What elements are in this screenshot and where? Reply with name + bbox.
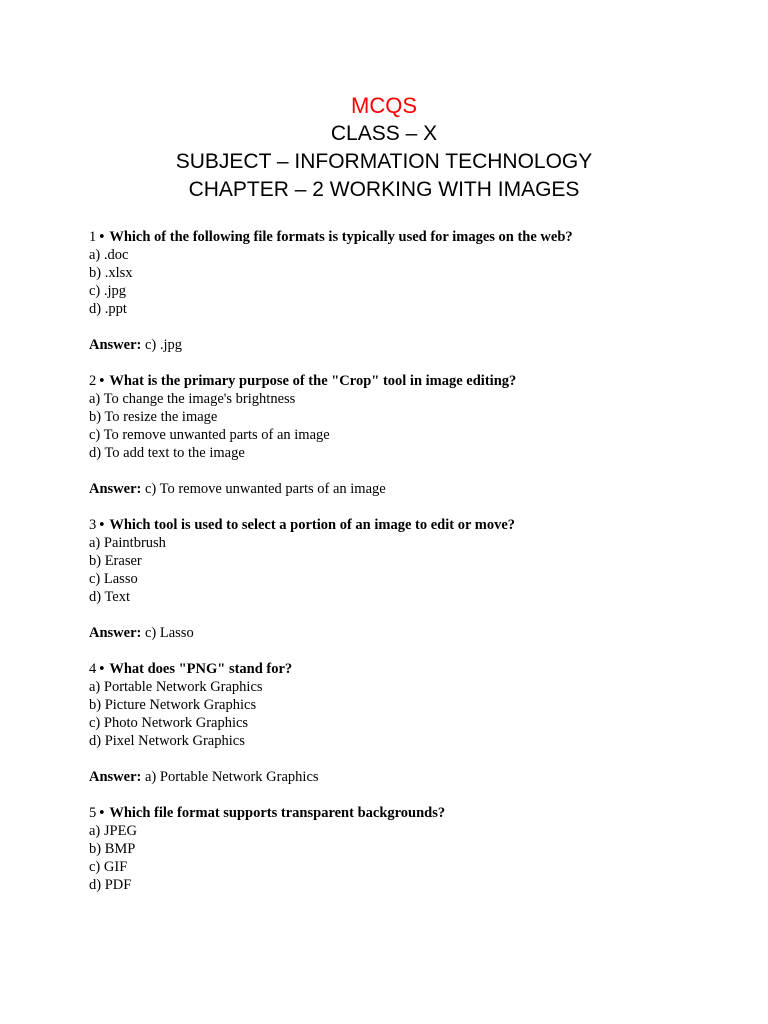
question-text: Which tool is used to select a portion of an image to edit or move?: [109, 517, 516, 533]
document-header: [0, 92, 768, 204]
question-block: [89, 516, 729, 642]
question-block: [89, 804, 729, 894]
question-number: 3: [89, 517, 97, 533]
option: b) To resize the image: [89, 409, 218, 425]
chapter-line: CHAPTER – 2 WORKING WITH IMAGES: [188, 178, 580, 201]
question-number: 5: [89, 805, 97, 821]
question-text-line: [89, 516, 729, 534]
option: c) To remove unwanted parts of an image: [89, 427, 330, 443]
bullet-icon: •: [99, 517, 105, 533]
answer-line: [89, 768, 729, 786]
bullet-icon: •: [99, 373, 105, 389]
subject-line: SUBJECT – INFORMATION TECHNOLOGY: [175, 150, 593, 173]
option: a) Portable Network Graphics: [89, 679, 263, 695]
answer-value: c) .jpg: [144, 337, 183, 353]
question-text: What does "PNG" stand for?: [109, 661, 293, 677]
answer-label: Answer:: [89, 481, 142, 497]
answer-value: a) Portable Network Graphics: [144, 769, 319, 785]
answer-label: Answer:: [89, 337, 142, 353]
option: d) PDF: [89, 877, 132, 893]
option: a) .doc: [89, 247, 129, 263]
doc-title: MCQS: [351, 93, 417, 118]
option: b) Eraser: [89, 553, 142, 569]
question-text: What is the primary purpose of the "Crop" tool in image editing?: [109, 373, 517, 389]
option: d) Text: [89, 589, 131, 605]
option: d) Pixel Network Graphics: [89, 733, 245, 749]
question-number: 2: [89, 373, 97, 389]
answer-line: [89, 480, 729, 498]
answer-line: [89, 624, 729, 642]
question-text: Which file format supports transparent backgrounds?: [109, 805, 446, 821]
answer-label: Answer:: [89, 769, 142, 785]
option: c) Photo Network Graphics: [89, 715, 249, 731]
question-block: [89, 660, 729, 786]
answer-label: Answer:: [89, 625, 142, 641]
option: c) Lasso: [89, 571, 138, 587]
question-number: 4: [89, 661, 97, 677]
question-list: [89, 228, 729, 912]
answer-value: c) Lasso: [144, 625, 194, 641]
option: b) Picture Network Graphics: [89, 697, 257, 713]
option: b) .xlsx: [89, 265, 133, 281]
answer-value: c) To remove unwanted parts of an image: [144, 481, 386, 497]
class-line: CLASS – X: [330, 122, 438, 145]
option: b) BMP: [89, 841, 136, 857]
option: a) Paintbrush: [89, 535, 166, 551]
bullet-icon: •: [99, 661, 105, 677]
option: d) To add text to the image: [89, 445, 245, 461]
option: a) JPEG: [89, 823, 137, 839]
question-number: 1: [89, 229, 97, 245]
bullet-icon: •: [99, 805, 105, 821]
bullet-icon: •: [99, 229, 105, 245]
question-text-line: [89, 372, 729, 390]
option: d) .ppt: [89, 301, 127, 317]
question-text-line: [89, 228, 729, 246]
question-text-line: [89, 804, 729, 822]
question-text: Which of the following file formats is typically used for images on the web?: [109, 229, 573, 245]
option: c) GIF: [89, 859, 128, 875]
question-text-line: [89, 660, 729, 678]
question-block: [89, 228, 729, 354]
option: c) .jpg: [89, 283, 127, 299]
answer-line: [89, 336, 729, 354]
question-block: [89, 372, 729, 498]
option: a) To change the image's brightness: [89, 391, 296, 407]
